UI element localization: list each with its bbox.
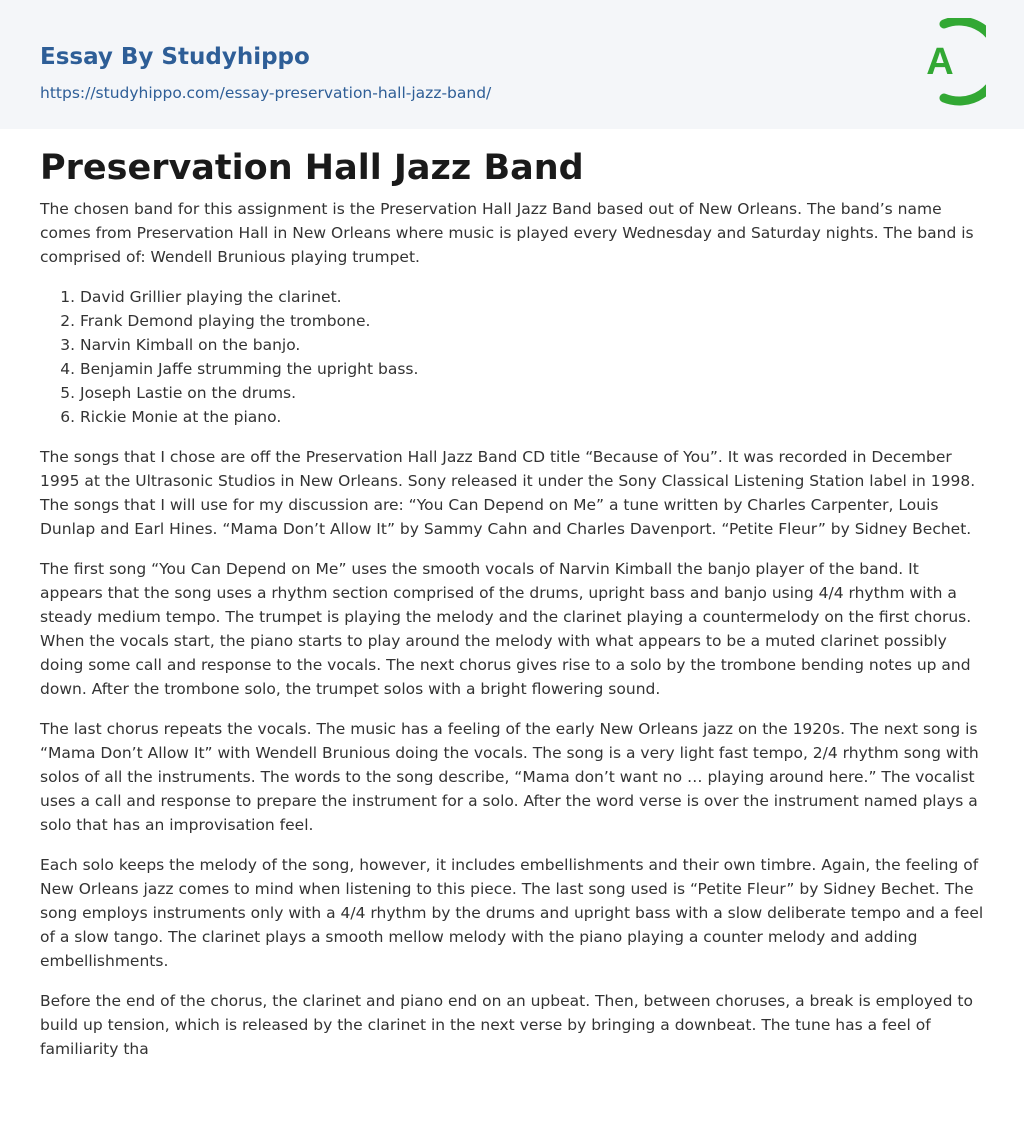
page-title: Preservation Hall Jazz Band	[40, 148, 584, 188]
logo-letter: A	[926, 41, 954, 83]
band-members-list	[40, 285, 986, 429]
list-item: 2. Frank Demond playing the trombone.	[80, 309, 986, 333]
body-paragraph: The songs that I chose are off the Preservation Hall Jazz Band CD title “Because of You”. It was recorded in December 1995 at the Ultrasonic Studios in New Orleans. Sony released it under the Sony Classical Listening Station label in 1998. The songs that I will use for my discussion are: “You Can Depend on Me” a tune written by Charles Carpenter, Louis Dunlap and Earl Hines. “Mama Don’t Allow It” by Sammy Cahn and Charles Davenport. “Petite Fleur” by Sidney Bechet.	[40, 448, 976, 538]
body-paragraph: The last chorus repeats the vocals. The music has a feeling of the early New Orleans jazz on the 1920s. The next song is “Mama Don’t Allow It” with Wendell Brunious doing the vocals. The song is a very light fast tempo, 2/4 rhythm song with solos of all the instruments. The words to the song describe, “Mama don’t want no … playing around here.” The vocalist uses a call and response to prepare the instrument for a solo. After the word verse is over the instrument named plays a solo that has an improvisation feel.	[40, 720, 979, 834]
list-item: 1. David Grillier playing the clarinet.	[80, 285, 986, 309]
body-paragraph: Before the end of the chorus, the clarinet and piano end on an upbeat. Then, between choruses, a break is employed to build up tension, which is released by the clarinet in the next verse by bringing a downbeat. The tune has a feel of familiarity tha	[40, 992, 973, 1058]
essay-url-link[interactable]: https://studyhippo.com/essay-preservation-hall-jazz-band/	[40, 84, 492, 102]
studyhippo-logo-icon[interactable]	[914, 18, 986, 106]
intro-paragraph: The chosen band for this assignment is the Preservation Hall Jazz Band based out of New Orleans. The band’s name comes from Preservation Hall in New Orleans where music is played every Wednesday and Saturday nights. The band is comprised of: Wendell Brunious playing trumpet.	[40, 200, 974, 266]
list-item: 4. Benjamin Jaffe strumming the upright bass.	[80, 357, 986, 381]
list-item: 5. Joseph Lastie on the drums.	[80, 381, 986, 405]
site-brand[interactable]: Essay By Studyhippo	[40, 44, 310, 70]
body-paragraph: The first song “You Can Depend on Me” uses the smooth vocals of Narvin Kimball the banjo player of the band. It appears that the song uses a rhythm section comprised of the drums, upright bass and banjo using 4/4 rhythm with a steady medium tempo. The trumpet is playing the melody and the clarinet playing a countermelody on the first chorus. When the vocals start, the piano starts to play around the melody with what appears to be a muted clarinet possibly doing some call and response to the vocals. The next chorus gives rise to a solo by the trombone bending notes up and down. After the trombone solo, the trumpet solos with a bright flowering sound.	[40, 560, 972, 698]
site-header	[0, 0, 1024, 129]
list-item: 3. Narvin Kimball on the banjo.	[80, 333, 986, 357]
article	[0, 147, 1024, 1061]
list-item: 6. Rickie Monie at the piano.	[80, 405, 986, 429]
body-paragraph: Each solo keeps the melody of the song, however, it includes embellishments and their own timbre. Again, the feeling of New Orleans jazz comes to mind when listening to this piece. The last song used is “Petite Fleur” by Sidney Bechet. The song employs instruments only with a 4/4 rhythm by the drums and upright bass with a slow deliberate tempo and a feel of a slow tango. The clarinet plays a smooth mellow melody with the piano playing a counter melody and adding embellishments.	[40, 856, 984, 970]
